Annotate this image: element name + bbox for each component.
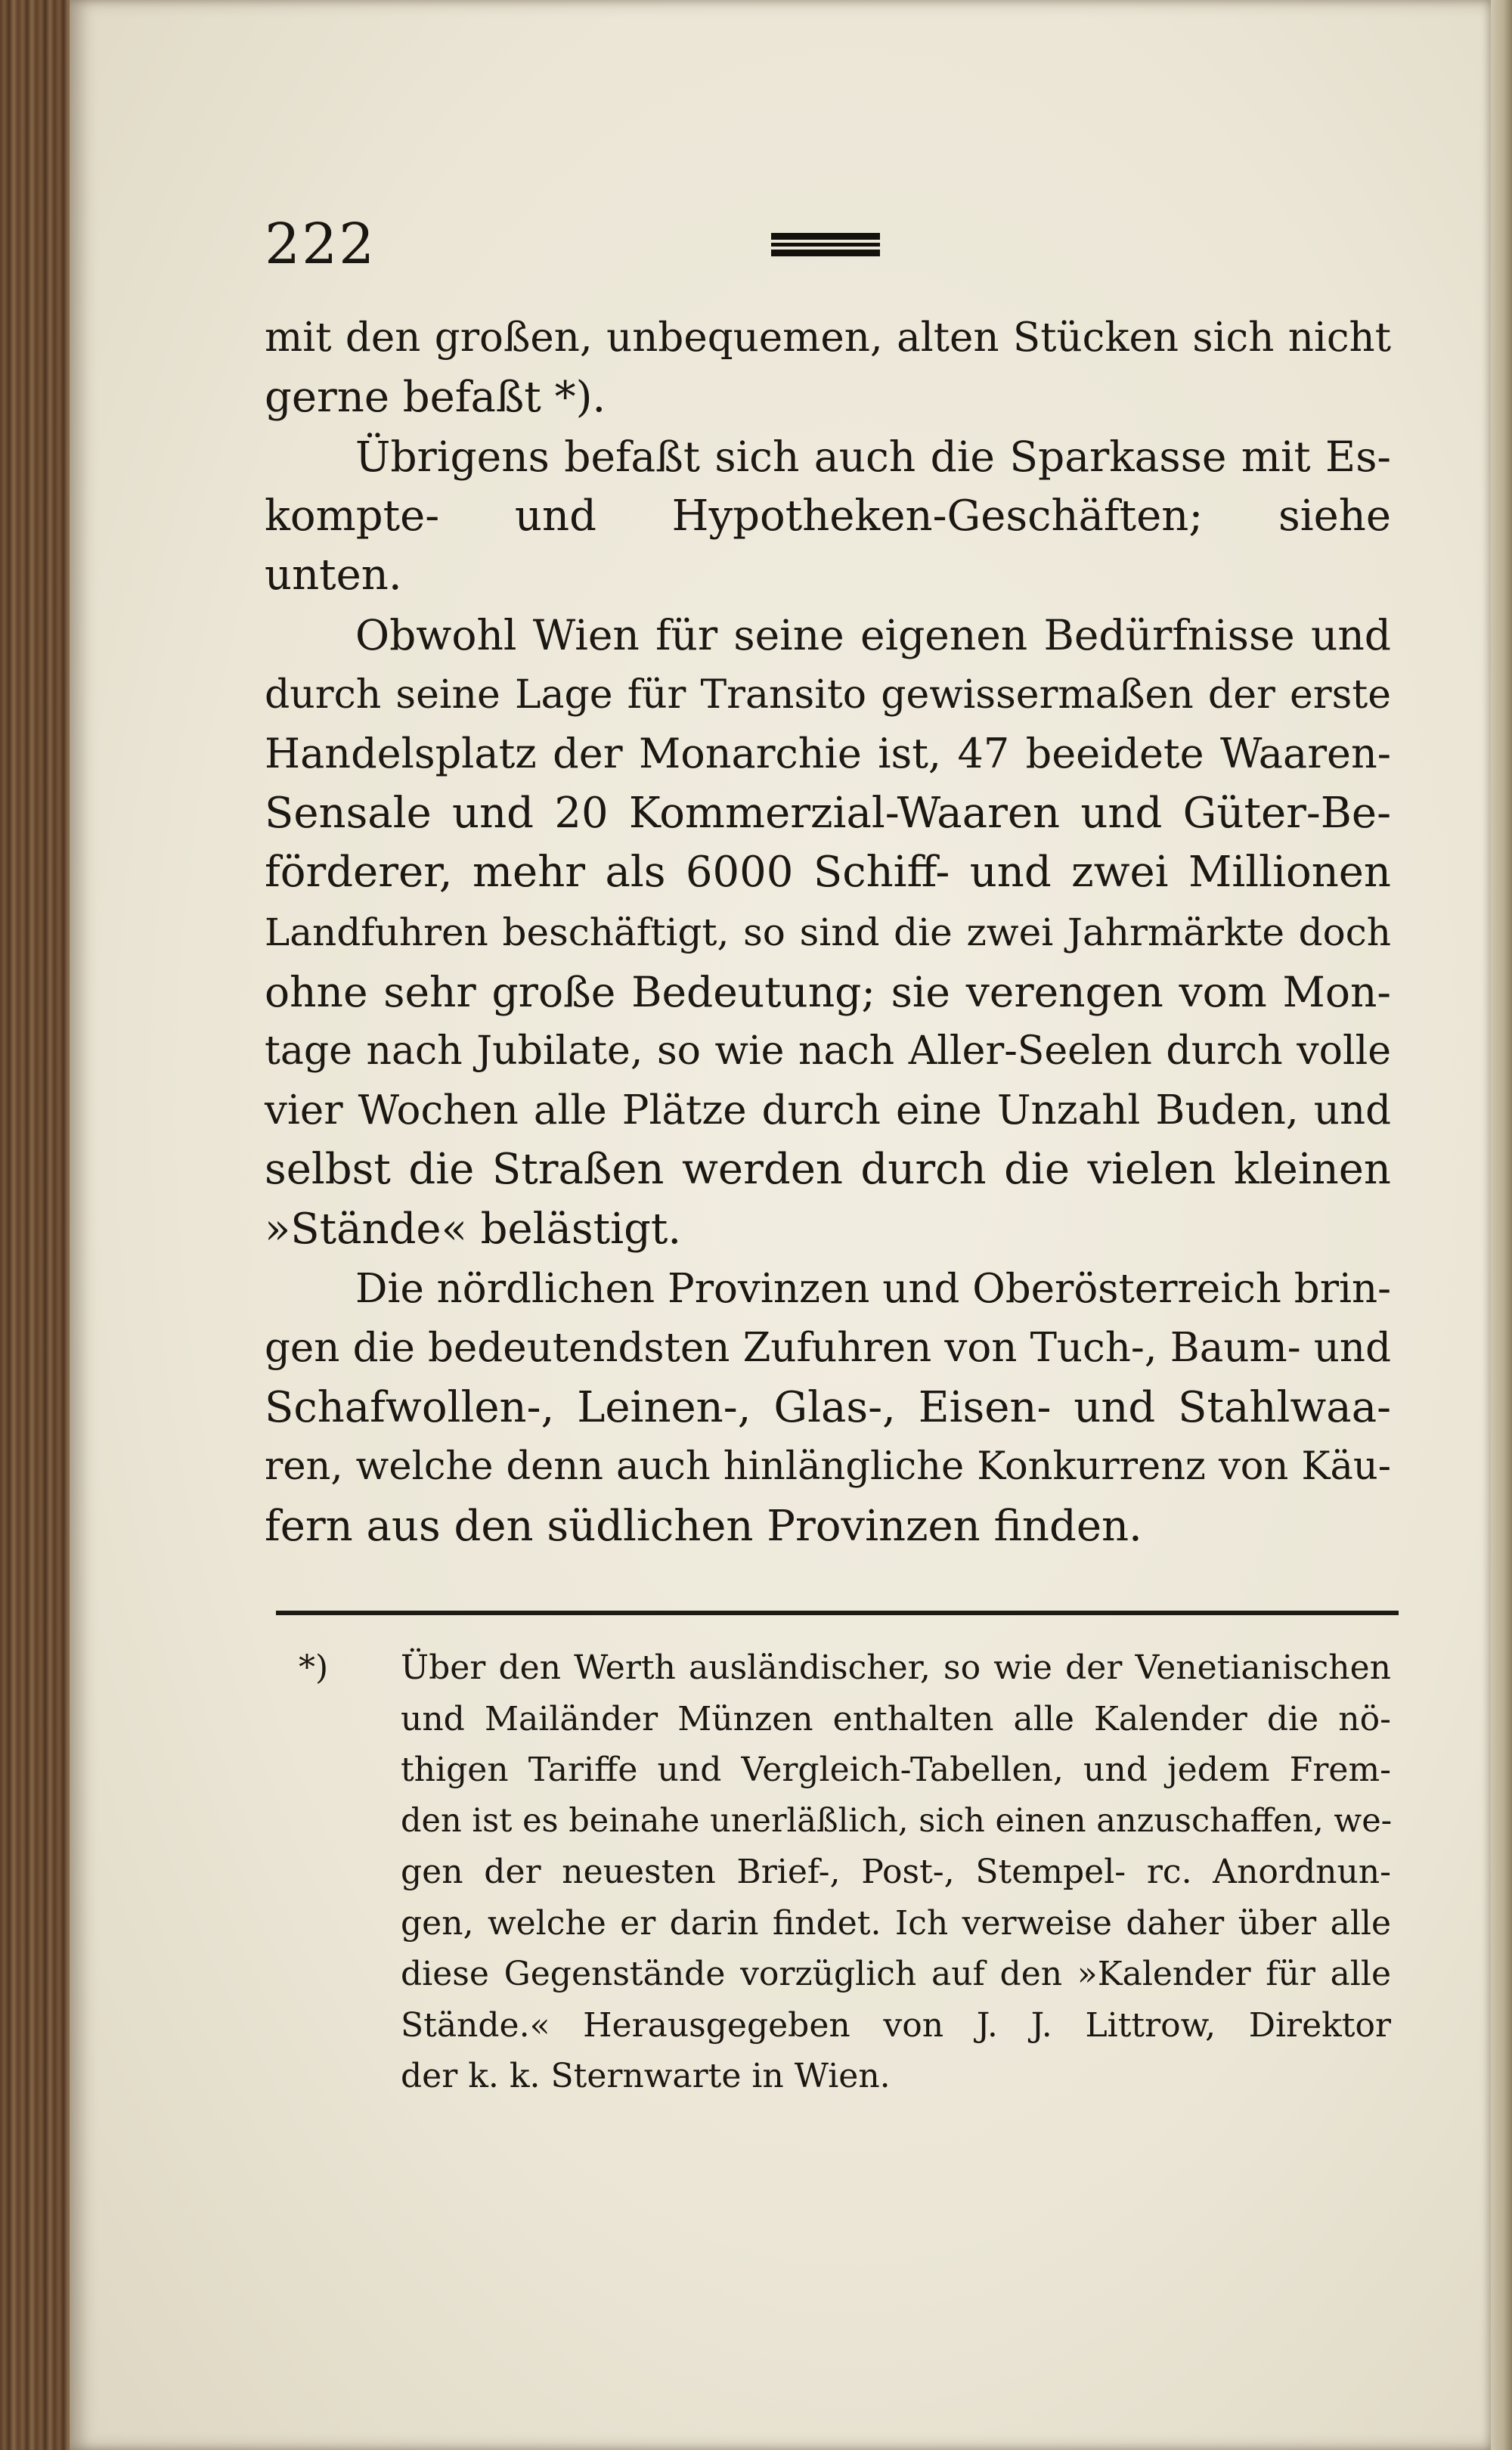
footnote-line: der k. k. Sternwarte in Wien. [401, 2057, 891, 2095]
page-number: 222 [265, 212, 376, 277]
text-line: unten. [265, 550, 402, 600]
text-line: gerne befaßt *). [265, 372, 606, 422]
footnote [299, 1642, 1391, 2102]
footnote-marker: *) [299, 1648, 329, 1687]
text-line: Sensale und 20 Kommerzial-Waaren und Güter-Be- [265, 788, 1391, 838]
text-line: gen die bedeutendsten Zufuhren von Tuch-, Baum- und [265, 1325, 1391, 1372]
text-line: kompte- und Hypotheken-Geschäften; siehe [265, 491, 1391, 541]
running-header [265, 212, 1399, 277]
footnote-rule [276, 1611, 1399, 1615]
footnote-line: diese Gegenstände vorzüglich auf den »Kalender für alle [401, 1955, 1391, 1993]
footnote-line: gen, welche er darin findet. Ich verweise daher über alle [401, 1903, 1391, 1943]
text-line: fern aus den südlichen Provinzen finden. [265, 1501, 1142, 1551]
footnote-line: Stände.« Herausgegeben von J. J. Littrow, Direktor [401, 2005, 1391, 2045]
footnote-line-text: Über den Werth ausländischer, so wie der Venetianischen [401, 1648, 1391, 1687]
text-line: Übrigens befaßt sich auch die Sparkasse mit Es- [355, 433, 1391, 482]
main-text [265, 309, 1391, 1556]
text-line: Schafwollen-, Leinen-, Glas-, Eisen- und Stahlwaa- [265, 1382, 1391, 1432]
book-spine-edge [0, 0, 72, 2450]
text-line: tage nach Jubilate, so wie nach Aller-Seelen durch volle [265, 1028, 1391, 1075]
text-line: durch seine Lage für Transito gewissermaßen der erste [265, 671, 1391, 718]
footnote-line: und Mailänder Münzen enthalten alle Kalender die nö- [401, 1699, 1391, 1738]
text-line: mit den großen, unbequemen, alten Stücken sich nicht [265, 315, 1391, 361]
text-line: »Stände« belästigt. [265, 1204, 682, 1254]
footnote-line: gen der neuesten Brief-, Post-, Stempel- rc. Anordnun- [401, 1853, 1391, 1891]
text-line: Handelsplatz der Monarchie ist, 47 beeidete Waaren- [265, 730, 1391, 778]
footnote-line: thigen Tariffe und Vergleich-Tabellen, und jedem Frem- [401, 1751, 1391, 1789]
text-line: selbst die Straßen werden durch die vielen kleinen [265, 1145, 1391, 1195]
text-line: ren, welche denn auch hinlängliche Konkurrenz von Käu- [265, 1444, 1391, 1490]
page-right-edge [1491, 0, 1512, 2450]
text-line: Obwohl Wien für seine eigenen Bedürfnisse und [355, 610, 1391, 659]
text-line: Die nördlichen Provinzen und Oberösterreich brin- [355, 1265, 1392, 1312]
text-line: förderer, mehr als 6000 Schiff- und zwei Millionen [265, 848, 1391, 898]
footnote-line [299, 1642, 1391, 1694]
text-line: vier Wochen alle Plätze durch eine Unzahl Buden, und [265, 1087, 1391, 1134]
header-ornament-icon [771, 233, 880, 257]
text-line: ohne sehr große Bedeutung; sie verengen vom Mon- [265, 967, 1391, 1016]
text-line: Landfuhren beschäftigt, so sind die zwei Jahrmärkte doch [265, 910, 1391, 954]
footnote-line: den ist es beinahe unerläßlich, sich einen anzuschaffen, we- [401, 1801, 1393, 1840]
